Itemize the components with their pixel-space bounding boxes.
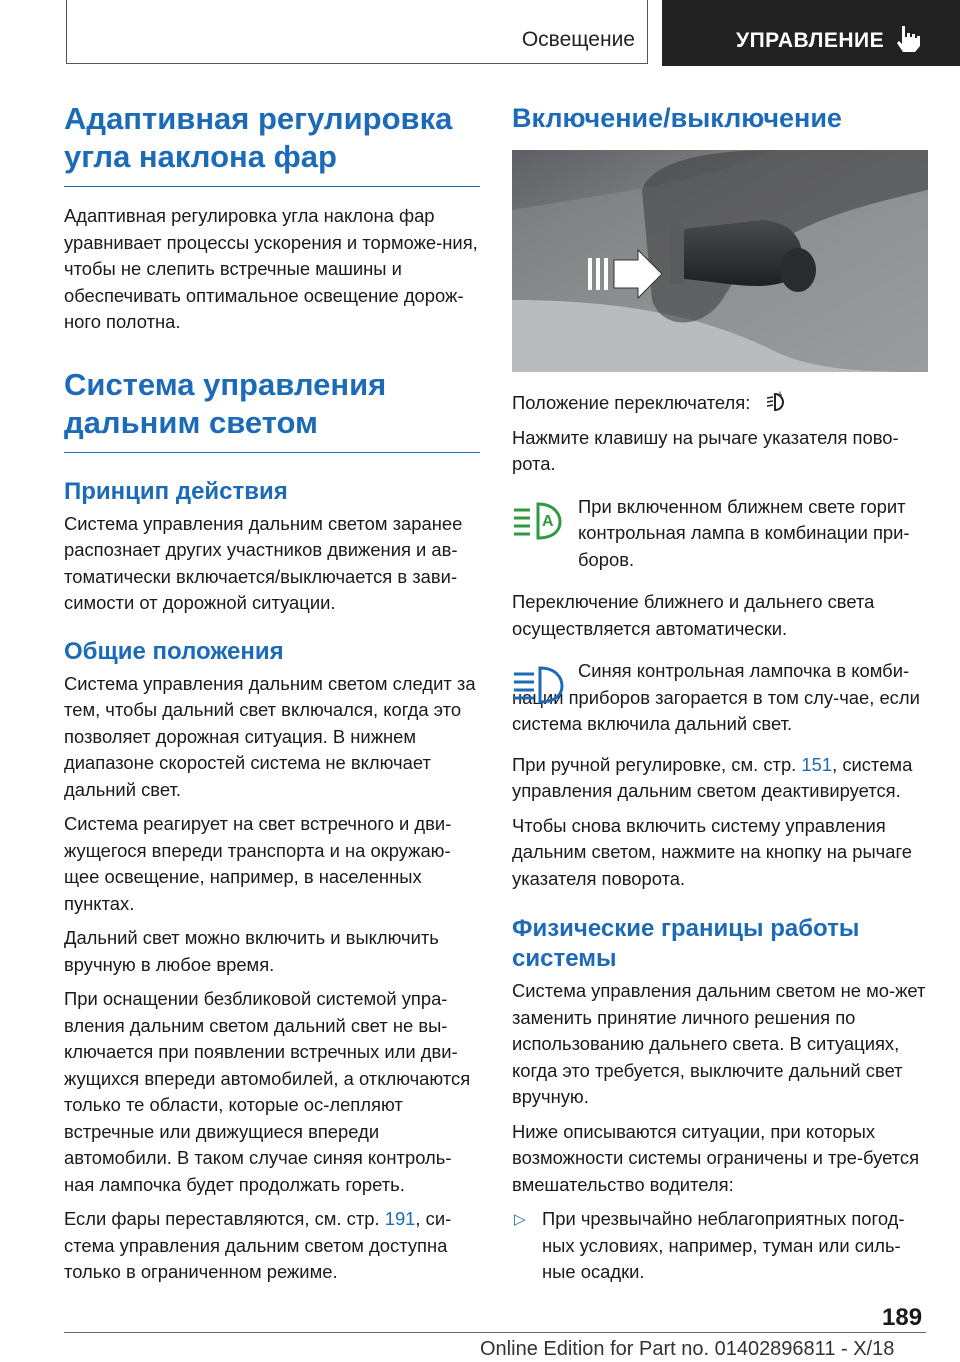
heading-adaptive-leveling: Адаптивная регулировка угла наклона фар bbox=[64, 101, 453, 174]
paragraph-switch-position: Положение переключателя: A bbox=[512, 390, 928, 417]
heading-limits: Физические границы работы системы bbox=[512, 915, 860, 972]
page-link-151[interactable]: 151 bbox=[801, 753, 833, 775]
high-beam-assist-icon bbox=[765, 390, 787, 412]
page-link-191[interactable]: 191 bbox=[384, 1208, 416, 1229]
heading-on-off: Включение/выключение bbox=[512, 103, 842, 133]
paragraph-general-3: Дальний свет можно включить и выключить вручную в любое время. bbox=[64, 927, 439, 975]
right-column bbox=[512, 100, 928, 1286]
header-section-box bbox=[66, 0, 648, 64]
note-high-beam bbox=[512, 658, 928, 738]
green-auto-lamp-icon bbox=[512, 498, 564, 542]
paragraph-principle: Система управления дальним светом заранее распознает других участников движения и ав-томатически включается/выключается в зави-симости от дорожной ситуации. bbox=[64, 512, 463, 613]
page-number: 189 bbox=[882, 1304, 923, 1331]
heading-rule bbox=[64, 186, 480, 187]
paragraph-general-2: Система реагирует на свет встречного и дви-жущегося впереди транспорта и на окружаю-щее освещение, например, в населенных пунктах. bbox=[64, 813, 452, 914]
svg-text:A: A bbox=[778, 392, 783, 398]
footer-rule bbox=[64, 1332, 926, 1333]
stalk-illustration bbox=[512, 150, 928, 372]
bullet-triangle-icon: ▷ bbox=[514, 1211, 526, 1228]
note-high-beam-text: Синяя контрольная лампочка в комби-нации приборов загорается в том слу-чае, если система включила дальний свет. bbox=[512, 660, 920, 734]
stalk-photo bbox=[512, 150, 928, 372]
paragraph-general-5: Если фары переставляются, см. стр. 191, си-стема управления дальним светом доступна только в ограниченном режиме. bbox=[64, 1208, 452, 1282]
paragraph-general-1: Система управления дальним светом следит за тем, чтобы дальний свет включался, когда это позволяет дорожная ситуация. В нижнем диапазоне скоростей система не включает дальний свет. bbox=[64, 672, 476, 800]
paragraph-press-key: Нажмите клавишу на рычаге указателя пово-рота. bbox=[512, 426, 899, 474]
header-section-title: Освещение bbox=[521, 28, 635, 51]
heading-high-beam-assist: Система управления дальним светом bbox=[64, 366, 387, 440]
heading-rule bbox=[64, 452, 480, 453]
paragraph-limits-2: Ниже описываются ситуации, при которых возможности системы ограничены и тре-буется вмешательство водителя: bbox=[512, 1120, 920, 1195]
left-column bbox=[64, 100, 480, 1286]
list-item bbox=[512, 1206, 928, 1286]
paragraph-manual: При ручной регулировке, см. стр. 151, система управления дальним светом деактивируется. bbox=[512, 753, 913, 801]
paragraph-reenable: Чтобы снова включить систему управления дальним светом, нажмите на кнопку на рычаге указателя поворота. bbox=[512, 814, 913, 889]
note-low-beam bbox=[512, 494, 928, 574]
list-item-text: При чрезвычайно неблагоприятных погод-ных условиях, например, туман или силь-ные осадки. bbox=[542, 1208, 905, 1282]
blue-high-beam-icon bbox=[512, 662, 564, 706]
svg-text:A: A bbox=[542, 512, 554, 530]
paragraph-auto-switch: Переключение ближнего и дальнего света осуществляется автоматически. bbox=[512, 591, 875, 639]
note-low-beam-text: При включенном ближнем свете горит контрольная лампа в комбинации при-боров. bbox=[578, 495, 910, 570]
heading-principle: Принцип действия bbox=[64, 477, 288, 505]
header-chapter-title: УПРАВЛЕНИЕ bbox=[736, 29, 885, 52]
heading-general: Общие положения bbox=[64, 637, 284, 665]
paragraph-limits-1: Система управления дальним светом не мо-жет заменить принятие личного решения по использованию дальнего света. В ситуациях, когда это требуется, выключите дальний свет вручную. bbox=[512, 980, 926, 1107]
hand-pointer-icon bbox=[894, 24, 922, 54]
paragraph-adaptive: Адаптивная регулировка угла наклона фар уравнивает процессы ускорения и торможе-ния, чтобы не слепить встречные машины и обеспечивать оптимальное освещение дорож-ного полотна. bbox=[64, 205, 478, 332]
footer-edition: Online Edition for Part no. 01402896811 - X/18 bbox=[480, 1338, 895, 1360]
header-chapter-box bbox=[662, 0, 960, 66]
paragraph-general-4: При оснащении безбликовой системой упра-вления дальним светом дальний свет не вы-ключается при появлении встречных или дви-жущихся впереди автомобилей, а отключаются только те области, которые ос-лепляют встречные или движущиеся впереди автомобили. В таком случае синяя контроль-ная лампочка будет продолжать гореть. bbox=[64, 988, 471, 1195]
